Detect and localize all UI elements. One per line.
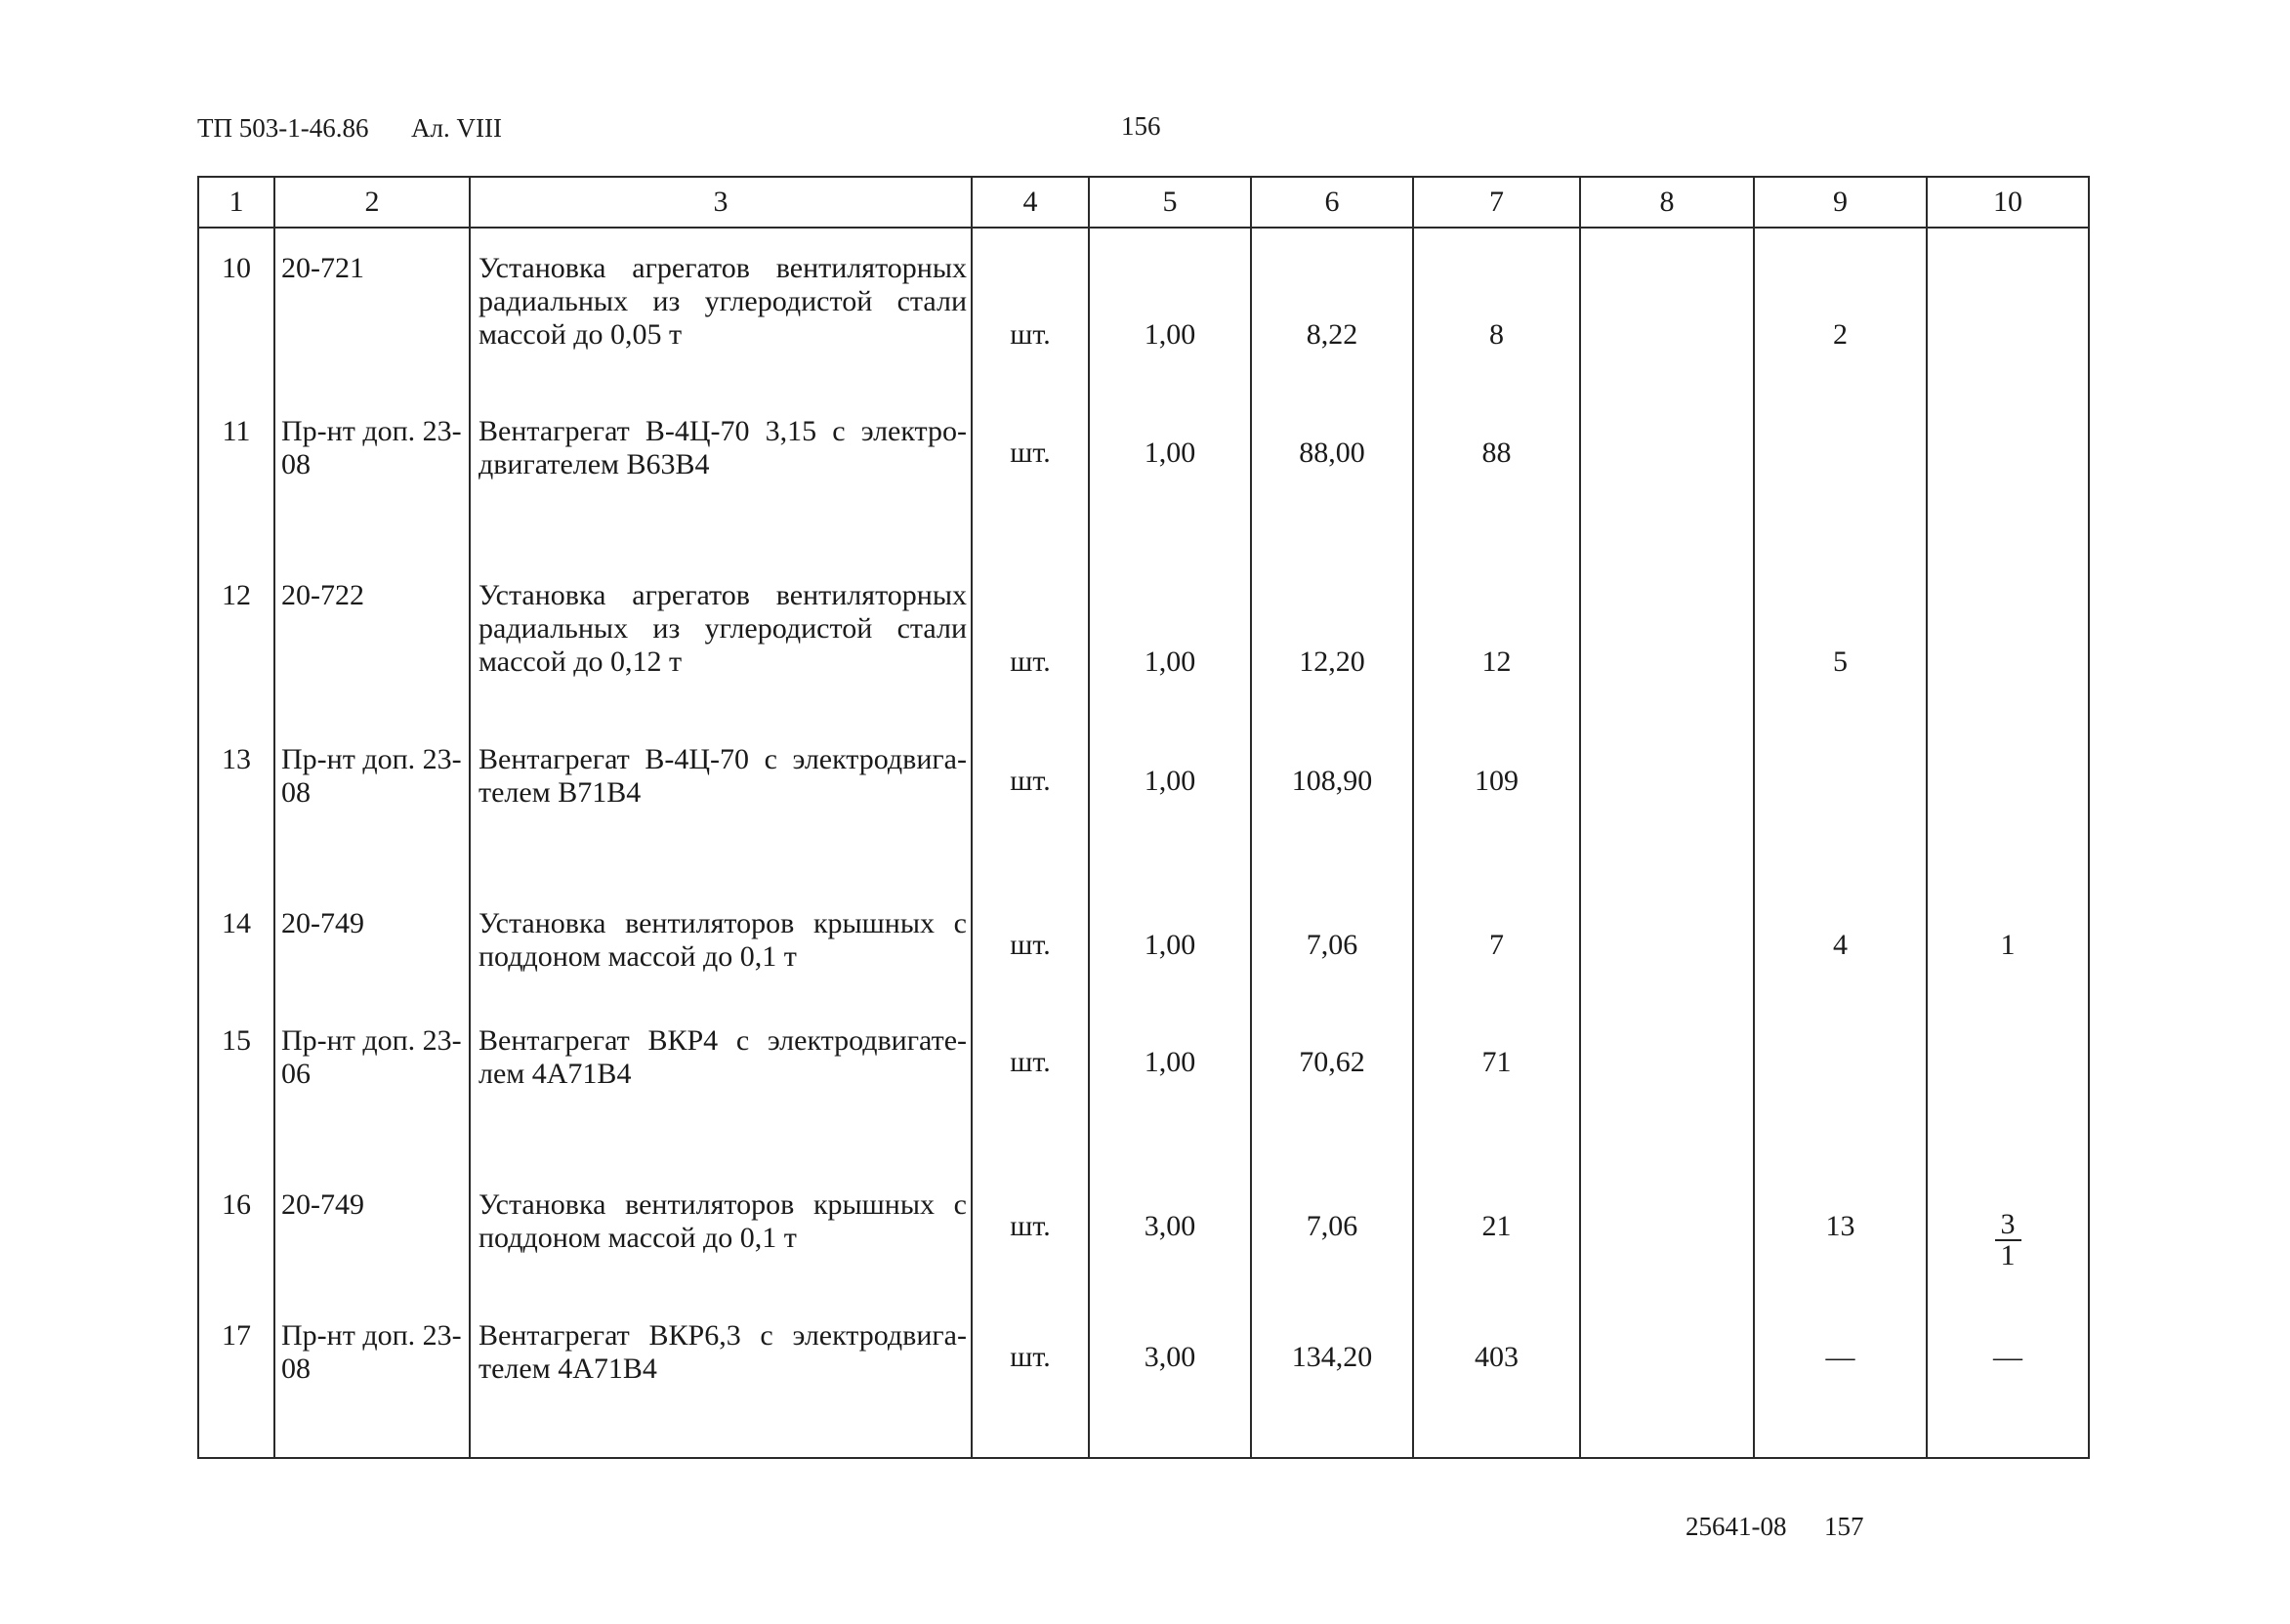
column-header: 1 [198, 177, 274, 228]
page-number: 156 [1121, 111, 1161, 141]
row-number: 11 [198, 392, 274, 556]
unit-price: 7,06 [1251, 1165, 1413, 1296]
work-description: Установка агрегатов вентиляторных радиальных из углеродистой стали массой до 0,05 т [470, 228, 972, 392]
column-9-value: 5 [1754, 556, 1927, 720]
row-number: 15 [198, 1001, 274, 1165]
column-10-value: 1 [1927, 884, 2089, 1001]
estimate-table [197, 176, 2090, 1459]
column-8-value [1580, 392, 1754, 556]
table-row [198, 884, 2089, 1001]
work-code: Пр-нт доп. 23-08 [274, 1296, 470, 1458]
row-number: 13 [198, 720, 274, 884]
column-header: 3 [470, 177, 972, 228]
quantity: 1,00 [1089, 556, 1251, 720]
table-row [198, 720, 2089, 884]
table-row [198, 556, 2089, 720]
column-9-value: 2 [1754, 228, 1927, 392]
unit: шт. [972, 720, 1089, 884]
column-8-value [1580, 1296, 1754, 1458]
total-cost: 8 [1413, 228, 1580, 392]
column-8-value [1580, 884, 1754, 1001]
work-description: Установка агрегатов вентиляторных радиальных из углеродистой стали массой до 0,12 т [470, 556, 972, 720]
column-10-value [1927, 556, 2089, 720]
fraction-denominator: 1 [2000, 1239, 2016, 1271]
column-header: 5 [1089, 177, 1251, 228]
column-9-value [1754, 392, 1927, 556]
table-row [198, 1001, 2089, 1165]
work-description: Вентагрегат ВКР4 с электродвигате-лем 4А71В4 [470, 1001, 972, 1165]
column-header: 2 [274, 177, 470, 228]
row-number: 12 [198, 556, 274, 720]
unit-price: 88,00 [1251, 392, 1413, 556]
unit: шт. [972, 228, 1089, 392]
column-8-value [1580, 228, 1754, 392]
unit: шт. [972, 1296, 1089, 1458]
work-description: Вентагрегат В-4Ц-70 с электродвига-телем В71В4 [470, 720, 972, 884]
table-row [198, 1296, 2089, 1458]
unit: шт. [972, 884, 1089, 1001]
work-description: Установка вентиляторов крышных с поддоном массой до 0,1 т [470, 1165, 972, 1296]
quantity: 3,00 [1089, 1296, 1251, 1458]
total-cost: 12 [1413, 556, 1580, 720]
column-10-value [1927, 228, 2089, 392]
column-8-value [1580, 720, 1754, 884]
row-number: 17 [198, 1296, 274, 1458]
quantity: 3,00 [1089, 1165, 1251, 1296]
unit: шт. [972, 1001, 1089, 1165]
unit-price: 8,22 [1251, 228, 1413, 392]
column-8-value [1580, 1001, 1754, 1165]
fraction-value [1995, 1210, 2021, 1270]
total-cost: 71 [1413, 1001, 1580, 1165]
unit: шт. [972, 1165, 1089, 1296]
work-description: Вентагрегат В-4Ц-70 3,15 с электро-двигателем В63В4 [470, 392, 972, 556]
row-number: 10 [198, 228, 274, 392]
column-9-value [1754, 1001, 1927, 1165]
column-9-value [1754, 720, 1927, 884]
total-cost: 7 [1413, 884, 1580, 1001]
work-code: 20-722 [274, 556, 470, 720]
table-row [198, 228, 2089, 392]
column-8-value [1580, 1165, 1754, 1296]
work-description: Вентагрегат ВКР6,3 с электродвига-телем 4А71В4 [470, 1296, 972, 1458]
quantity: 1,00 [1089, 884, 1251, 1001]
total-cost: 109 [1413, 720, 1580, 884]
column-header: 10 [1927, 177, 2089, 228]
column-8-value [1580, 556, 1754, 720]
column-header: 4 [972, 177, 1089, 228]
unit: шт. [972, 392, 1089, 556]
footer-code: 25641-08 [1686, 1512, 1787, 1541]
column-9-value: 4 [1754, 884, 1927, 1001]
total-cost: 403 [1413, 1296, 1580, 1458]
work-description: Установка вентиляторов крышных с поддоном массой до 0,1 т [470, 884, 972, 1001]
column-header: 8 [1580, 177, 1754, 228]
column-9-value: 13 [1754, 1165, 1927, 1296]
unit-price: 134,20 [1251, 1296, 1413, 1458]
column-10-value: — [1927, 1296, 2089, 1458]
quantity: 1,00 [1089, 392, 1251, 556]
total-cost: 21 [1413, 1165, 1580, 1296]
column-10-value [1927, 392, 2089, 556]
column-number-row [198, 177, 2089, 228]
work-code: 20-721 [274, 228, 470, 392]
column-10-value [1927, 720, 2089, 884]
quantity: 1,00 [1089, 720, 1251, 884]
work-code: Пр-нт доп. 23-08 [274, 720, 470, 884]
quantity: 1,00 [1089, 228, 1251, 392]
footer-page-number: 157 [1824, 1512, 1864, 1541]
document-code: ТП 503-1-46.86 [197, 113, 369, 143]
column-10-value [1927, 1165, 2089, 1296]
unit-price: 108,90 [1251, 720, 1413, 884]
unit: шт. [972, 556, 1089, 720]
table-row [198, 392, 2089, 556]
fraction-numerator: 3 [1995, 1210, 2021, 1241]
column-header: 6 [1251, 177, 1413, 228]
album-number: Ал. VIII [411, 113, 502, 143]
unit-price: 7,06 [1251, 884, 1413, 1001]
column-header: 9 [1754, 177, 1927, 228]
work-code: 20-749 [274, 1165, 470, 1296]
unit-price: 12,20 [1251, 556, 1413, 720]
total-cost: 88 [1413, 392, 1580, 556]
table-row [198, 1165, 2089, 1296]
column-9-value: — [1754, 1296, 1927, 1458]
quantity: 1,00 [1089, 1001, 1251, 1165]
unit-price: 70,62 [1251, 1001, 1413, 1165]
work-code: Пр-нт доп. 23-06 [274, 1001, 470, 1165]
column-10-value [1927, 1001, 2089, 1165]
column-header: 7 [1413, 177, 1580, 228]
work-code: Пр-нт доп. 23-08 [274, 392, 470, 556]
work-code: 20-749 [274, 884, 470, 1001]
row-number: 16 [198, 1165, 274, 1296]
row-number: 14 [198, 884, 274, 1001]
